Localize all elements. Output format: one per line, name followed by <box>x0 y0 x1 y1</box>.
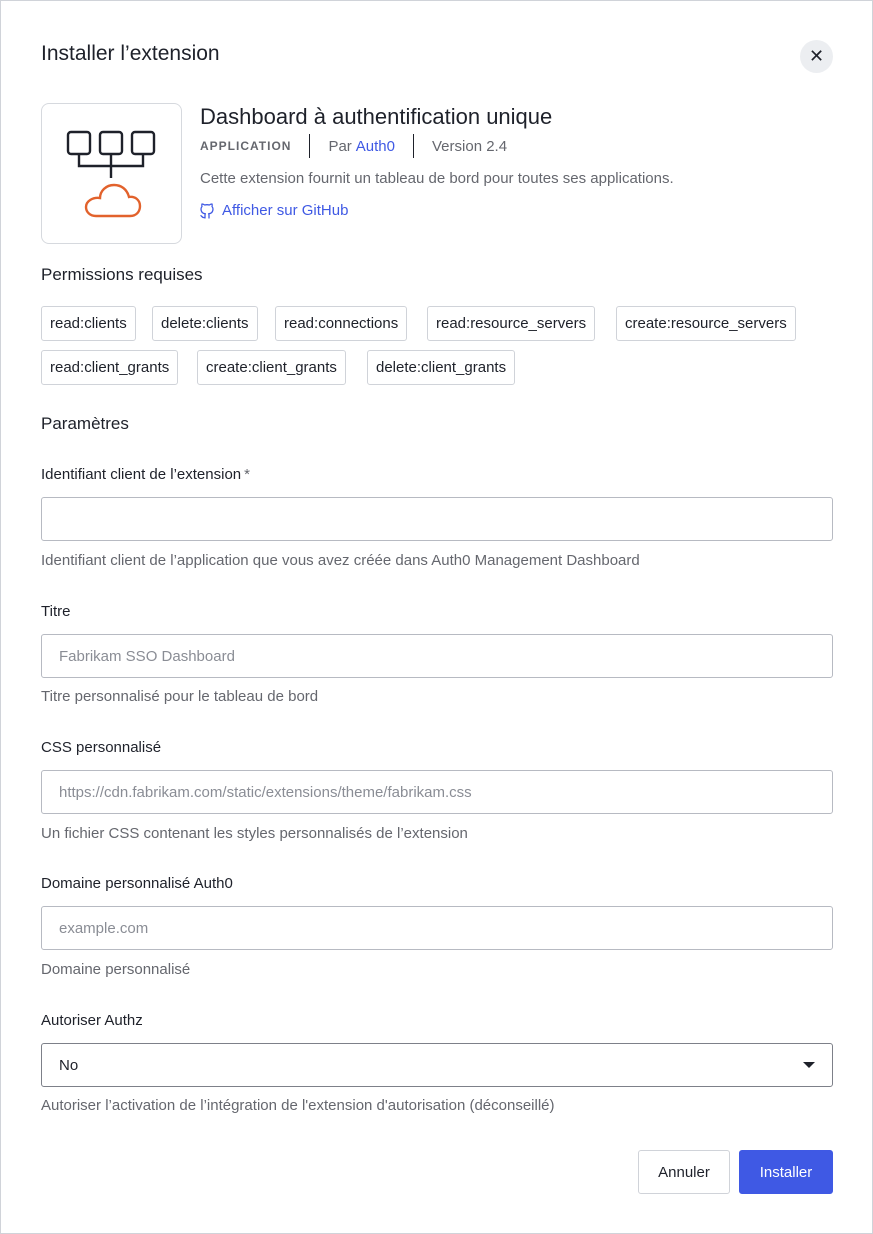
extension-description: Cette extension fournit un tableau de bord pour toutes ses applications. <box>200 170 674 187</box>
github-link-label: Afficher sur GitHub <box>222 202 349 219</box>
permission-tag: create:resource_servers <box>616 306 796 341</box>
required-indicator: * <box>244 466 250 483</box>
close-icon: ✕ <box>808 46 825 66</box>
extension-logo <box>41 103 182 244</box>
sso-dashboard-cloud-icon <box>66 130 158 222</box>
authz-help: Autoriser l’activation de l’intégration de l'extension d'autorisation (déconseillé) <box>41 1097 555 1114</box>
authz-label: Autoriser Authz <box>41 1012 143 1029</box>
github-link[interactable] <box>200 202 348 219</box>
permissions-title: Permissions requises <box>41 265 203 284</box>
cancel-button[interactable]: Annuler <box>638 1150 730 1194</box>
close-button[interactable] <box>800 40 833 73</box>
settings-title: Paramètres <box>41 414 129 433</box>
title-input[interactable] <box>41 634 833 678</box>
chevron-down-icon <box>803 1062 815 1068</box>
authz-select[interactable] <box>41 1043 833 1087</box>
github-icon <box>200 203 214 219</box>
client-id-help: Identifiant client de l’application que vous avez créée dans Auth0 Management Dashboard <box>41 552 640 569</box>
custom-domain-label: Domaine personnalisé Auth0 <box>41 875 233 892</box>
extension-meta <box>200 134 507 158</box>
custom-domain-help: Domaine personnalisé <box>41 961 191 978</box>
authz-selected-value: No <box>59 1056 79 1074</box>
custom-css-help: Un fichier CSS contenant les styles personnalisés de l’extension <box>41 825 468 842</box>
permission-tag: create:client_grants <box>197 350 346 385</box>
permission-tag: read:resource_servers <box>427 306 595 341</box>
client-id-label <box>41 466 250 483</box>
author-prefix: Par <box>328 137 352 155</box>
meta-divider <box>309 134 310 158</box>
permission-tag: read:client_grants <box>41 350 178 385</box>
permission-tag: read:connections <box>275 306 407 341</box>
permission-tag: read:clients <box>41 306 136 341</box>
meta-divider <box>413 134 414 158</box>
custom-css-input[interactable] <box>41 770 833 814</box>
title-label: Titre <box>41 603 71 620</box>
extension-version: Version 2.4 <box>432 137 508 155</box>
custom-domain-input[interactable] <box>41 906 833 950</box>
extension-type-badge: APPLICATION <box>200 139 292 153</box>
client-id-input[interactable] <box>41 497 833 541</box>
dialog-title: Installer l’extension <box>41 42 220 65</box>
permission-tag: delete:client_grants <box>367 350 515 385</box>
install-button[interactable]: Installer <box>739 1150 833 1194</box>
extension-name: Dashboard à authentification unique <box>200 104 553 129</box>
client-id-label-text: Identifiant client de l’extension <box>41 466 242 483</box>
custom-css-label: CSS personnalisé <box>41 739 162 756</box>
title-help: Titre personnalisé pour le tableau de bord <box>41 688 319 705</box>
author-link[interactable]: Auth0 <box>355 137 395 155</box>
permission-tag: delete:clients <box>152 306 258 341</box>
